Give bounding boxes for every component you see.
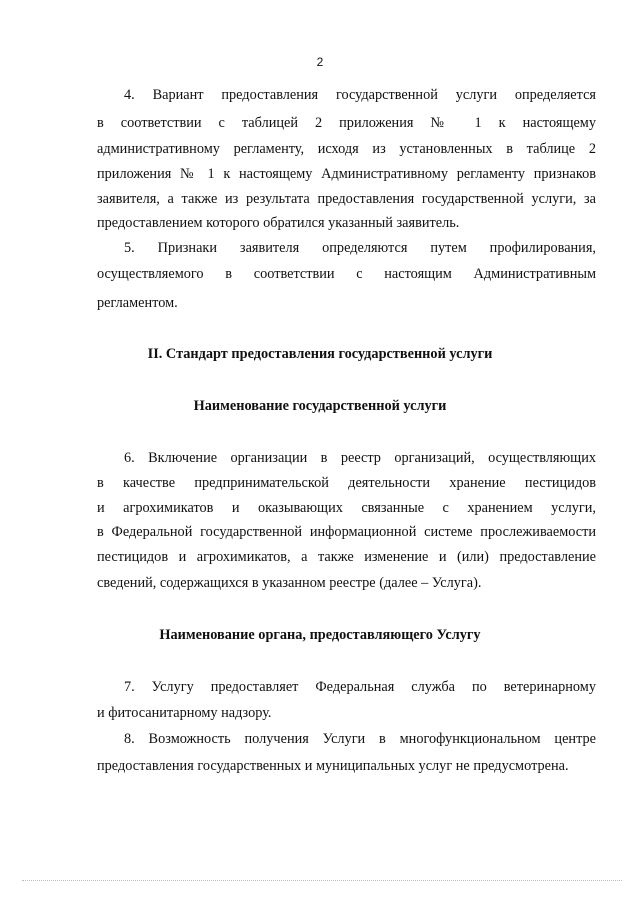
paragraph-line: регламентом. [97, 295, 178, 311]
paragraph-line: 7. Услугу предоставляет Федеральная служба по ветеринарному [124, 679, 596, 695]
paragraph-line: административному регламенту, исходя из установленных в таблице 2 [97, 141, 596, 157]
paragraph-line: приложения № 1 к настоящему Административному регламенту признаков [97, 166, 596, 182]
section-heading: II. Стандарт предоставления государственной услуги [147, 346, 493, 362]
paragraph-line: 4. Вариант предоставления государственной услуги определяется [124, 87, 596, 103]
paragraph-line: 5. Признаки заявителя определяются путем профилирования, [124, 240, 596, 256]
page-number: 2 [316, 55, 324, 69]
paragraph-line: пестицидов и агрохимикатов, а также изменение и (или) предоставление [97, 549, 596, 565]
paragraph-line: заявителя, а также из результата предоставления государственной услуги, за [97, 191, 596, 207]
paragraph-line: и агрохимикатов и оказывающих связанные с хранением услуги, [97, 500, 596, 516]
paragraph-line: 6. Включение организации в реестр организаций, осуществляющих [124, 450, 596, 466]
paragraph-line: предоставлением которого обратился указанный заявитель. [97, 215, 460, 231]
subheading-service-name: Наименование государственной услуги [193, 398, 447, 414]
paragraph-line: в Федеральной государственной информационной системе прослеживаемости [97, 524, 596, 540]
paragraph-line: сведений, содержащихся в указанном реестре (далее – Услуга). [97, 575, 482, 591]
paragraph-line: в соответствии с таблицей 2 приложения № 1 к настоящему [97, 115, 596, 131]
scan-edge-line [22, 880, 622, 881]
paragraph-line: осуществляемого в соответствии с настоящим Административным [97, 266, 596, 282]
paragraph-line: и фитосанитарному надзору. [97, 705, 272, 721]
subheading-authority: Наименование органа, предоставляющего Услугу [159, 627, 481, 643]
paragraph-line: в качестве предпринимательской деятельности хранение пестицидов [97, 475, 596, 491]
paragraph-line: предоставления государственных и муниципальных услуг не предусмотрена. [97, 758, 569, 774]
paragraph-line: 8. Возможность получения Услуги в многофункциональном центре [124, 731, 596, 747]
